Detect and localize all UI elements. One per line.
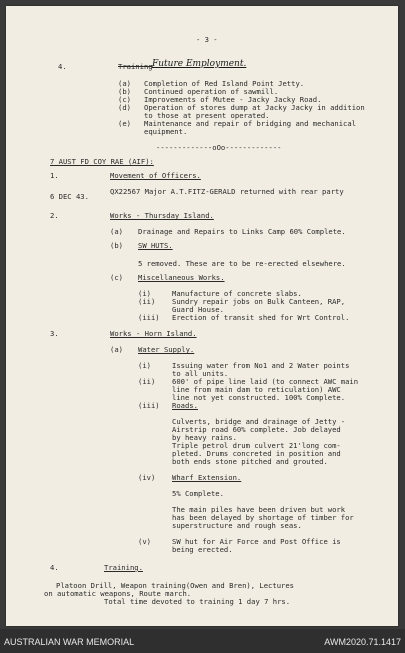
list-item: being erected. xyxy=(172,545,233,554)
list-item: equipment. xyxy=(144,127,188,136)
list-item: 600' of pipe line laid (to connect AWC main xyxy=(172,377,359,386)
list-marker: (b) xyxy=(118,87,131,96)
list-marker: (a) xyxy=(118,79,131,88)
section-number: 2. xyxy=(50,211,59,220)
list-item: The main piles have been driven but work xyxy=(172,505,346,514)
list-item: both ends stone pitched and grouted. xyxy=(172,457,328,466)
list-marker: (d) xyxy=(118,103,131,112)
list-marker: (v) xyxy=(138,537,151,546)
list-item: Airstrip road 60% complete. Job delayed xyxy=(172,425,341,434)
list-item: superstructure and rough seas. xyxy=(172,521,302,530)
footer-accession-number: AWM2020.71.1417 xyxy=(324,637,401,647)
list-marker: (iii) xyxy=(138,313,160,322)
list-item: Wharf Extension. xyxy=(172,473,242,482)
list-marker: (iii) xyxy=(138,401,160,410)
struck-heading: Training xyxy=(118,62,153,71)
section-number: 4. xyxy=(50,563,59,572)
list-marker: (c) xyxy=(110,273,123,282)
list-item: has been delayed by shortage of timber for xyxy=(172,513,354,522)
list-item: Completion of Red Island Point Jetty. xyxy=(144,79,305,88)
list-marker: (a) xyxy=(110,345,123,354)
list-marker: (b) xyxy=(110,241,123,250)
list-item: line from main dam to reticulation) AWC xyxy=(172,385,341,394)
list-item: Erection of transit shed for Wrt Control. xyxy=(172,313,350,322)
section-heading: Works - Thursday Island. xyxy=(110,211,214,220)
subsection-heading: SW HUTS. xyxy=(138,241,173,250)
list-marker: (i) xyxy=(138,361,151,370)
section-number: 1. xyxy=(50,171,59,180)
list-marker: (e) xyxy=(118,119,131,128)
training-line: Platoon Drill, Weapon training(Owen and Bren), Lectures xyxy=(56,581,294,590)
entry-text: 5 removed. These are to be re-erected elsewhere. xyxy=(138,259,346,268)
list-item: Manufacture of concrete slabs. xyxy=(172,289,302,298)
list-item: Improvements of Mutee - Jacky Jacky Road. xyxy=(144,95,322,104)
footer-credit: AUSTRALIAN WAR MEMORIAL xyxy=(4,637,135,647)
footer-bar xyxy=(0,629,405,653)
list-marker: (a) xyxy=(110,227,123,236)
document-page xyxy=(6,6,398,626)
list-marker: (i) xyxy=(138,289,151,298)
list-item: line not yet constructed. 100% Complete. xyxy=(172,393,346,402)
list-item: Roads. xyxy=(172,401,198,410)
list-item: Drainage and Repairs to Links Camp 60% Complete. xyxy=(138,227,346,236)
entry-text: QX22567 Major A.T.FITZ-GERALD returned with rear party xyxy=(110,187,344,196)
list-item: Maintenance and repair of bridging and mechanical xyxy=(144,119,357,128)
handwritten-heading: Future Employment. xyxy=(152,59,247,69)
list-item: to those at present operated. xyxy=(144,111,270,120)
subsection-heading: Miscellaneous Works. xyxy=(138,273,225,282)
training-line: on automatic weapons, Route march. xyxy=(44,589,192,598)
list-item: by heavy rains. xyxy=(172,433,237,442)
list-item: Issuing water from No1 and 2 Water points xyxy=(172,361,350,370)
section-heading: Works - Horn Island. xyxy=(110,329,197,338)
section-heading: Movement of Officers. xyxy=(110,171,201,180)
list-item: Sundry repair jobs on Bulk Canteen, RAP, xyxy=(172,297,346,306)
unit-heading: 7 AUST FD COY RAE (AIF): xyxy=(50,157,154,166)
subsection-heading: Water Supply. xyxy=(138,345,195,354)
section-number: 4. xyxy=(58,62,67,71)
list-marker: (c) xyxy=(118,95,131,104)
list-item: pleted. Drums concreted in position and xyxy=(172,449,341,458)
page-number: - 3 - xyxy=(196,35,218,44)
list-item: Culverts, bridge and drainage of Jetty - xyxy=(172,417,346,426)
list-marker: (ii) xyxy=(138,297,156,306)
section-heading: Training. xyxy=(104,563,143,572)
separator: -------------oOo------------- xyxy=(156,143,282,152)
list-item: Operation of stores dump at Jacky Jacky in addition xyxy=(144,103,365,112)
list-item: Triple petrol drum culvert 21'long com- xyxy=(172,441,341,450)
list-item: Guard House. xyxy=(172,305,224,314)
list-item: 5% Complete. xyxy=(172,489,224,498)
list-marker: (ii) xyxy=(138,377,156,386)
training-line: Total time devoted to training 1 day 7 hrs. xyxy=(104,597,291,606)
list-item: Continued operation of sawmill. xyxy=(144,87,279,96)
entry-date: 6 DEC 43. xyxy=(50,192,89,201)
list-marker: (iv) xyxy=(138,473,156,482)
list-item: to all units. xyxy=(172,369,229,378)
list-item: SW hut for Air Force and Post Office is xyxy=(172,537,341,546)
section-number: 3. xyxy=(50,329,59,338)
